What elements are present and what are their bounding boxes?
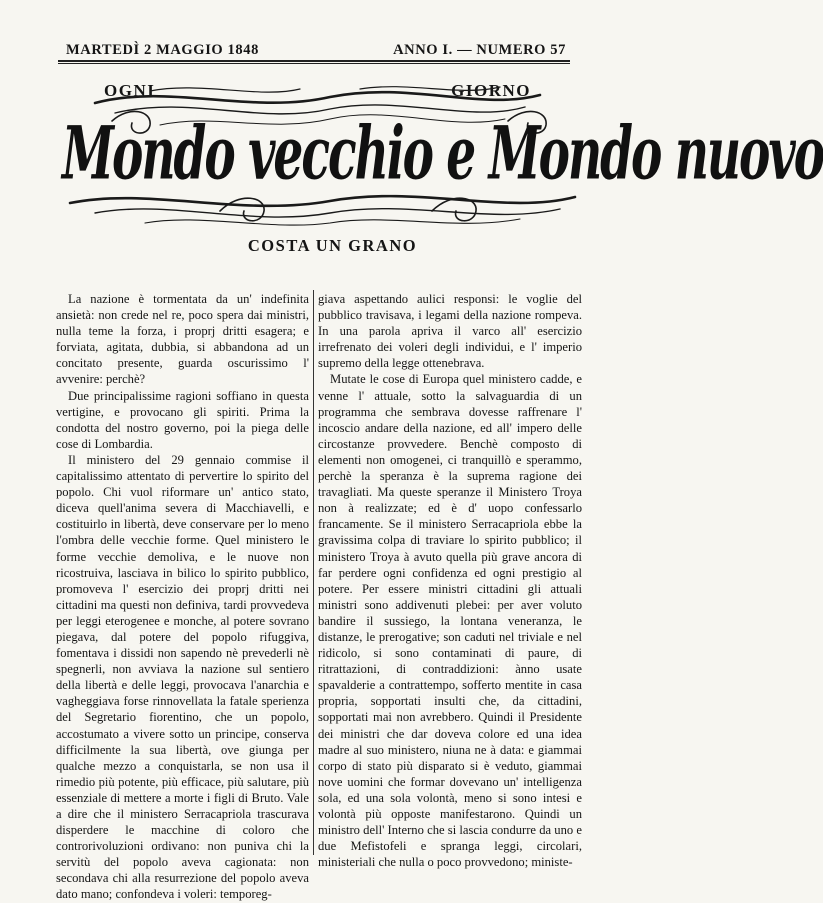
newspaper-title: Mondo vecchio e Mondo nuovo [62, 112, 823, 198]
article-column-right [318, 291, 582, 870]
paragraph: La nazione è tormentata da un' indefinita ansietà: non crede nel re, poco spera dai ministri, nulla teme la forza, i proprj dritti esagera; e forviata, agitata, dubbia, si abbandona ad un concitato presente, guarda oscurissimo l' avvenire: perchè? [56, 292, 309, 387]
price-line: COSTA UN GRANO [247, 236, 418, 255]
article-column-left [56, 291, 309, 903]
issue-number: ANNO I. — NUMERO 57 [393, 42, 566, 58]
paragraph: Due principalissime ragioni soffiano in questa vertigine, e provocano gli spiriti. Prima la condotta del nostro governo, poi la piega delle cose di Lombardia. [56, 388, 309, 451]
header-rule-thin [58, 63, 570, 64]
issue-date: MARTEDÌ 2 MAGGIO 1848 [66, 42, 259, 58]
paragraph: giava aspettando aulici responsi: le voglie del pubblico travisava, i legami della nazione rompeva. In una parola apriva il varco all' esercizio irrefrenato dei voleri degli individui, e l' imperio supremo della legge ottenebrava. [318, 292, 582, 371]
header-rule [58, 60, 570, 62]
masthead-left-word: OGNI [104, 81, 156, 100]
paragraph: Mutate le cose di Europa quel ministero cadde, e venne l' attuale, sotto la salvaguardia di un programma che sembrava dovesse raffrenare l' incoscio andare della nazione, ed all' impero delle circostanze provvedere. Benchè composto di elementi non omogenei, ci tranquillò e sperammo, perchè la speranza è la suprema ragione dei travagliati. Ma queste speranze il Ministero Troya non à realizzate; ed è d' uopo confessarlo francamente. Se il ministero Serracapriola ebbe la gravissima colpa di traviare lo spirito pubblico; il ministero Troya à avuto quella più grave ancora di far perdere ogni confidenza ed ogni prestigio al potere. Per essere ministri cittadini gli attuali ministri sono addivenuti plebei: per aver voluto bandire il sussiego, la lontana veneranza, le distanze, le prerogative; son caduti nel triviale e nel ridicolo, si sono contaminati di paure, di ritrattazioni, di contraddizioni: ànno usate spavalderie a contrattempo, sofferto mentite in casa propria, sopportati insulti che, da cittadini, sopportati mai non avrebbero. Quindi il Presidente dei ministri che dar doveva colore ed una idea madre al suo ministero, niuna ne à data: e giammai corpo di stato più disparato si è veduto, giammai nove uomini che formar dovevano un' intelligenza sola, ed una sola volontà, meno si sono intesi e volontà più opposte manifestarono. Quindi un ministro dell' Interno che si lascia condurre da uno e due Mefistofeli e spranga leggi, circolari, ministeriali che nulla o poco provvedono; ministe- [318, 372, 582, 870]
column-divider [313, 290, 314, 855]
paragraph: Il ministero del 29 gennaio commise il capitalissimo attentato di pervertire lo spirito del popolo. Chi vuol riformare un' antico stato, diceva quell'anima severa di Macchiavelli, e costituirlo in libertà, deve conservare per lo meno l'ombra delle vecchie forme. Quel ministero le forme vecchie demoliva, e le nuove non ricostruiva, lasciava in bilico lo spirito pubblico, promoveva l' esercizio dei proprj dritti nei cittadini ma questi non definiva, tardi provvedeva per leggi eterogenee e monche, al potere sovrano piegava, dal potere del popolo rifuggiva, fomentava i dissidi non sapendo nè prevederli nè spegnerli, non avviava la nazione sul sentiero della libertà e delle leggi, provocava l'anarchia e vagheggiava forse rinnovellata la fatale sperienza del Segretario fiorentino, che un popolo, accostumato a vivere sotto un principe, conserva difficilmente la sua libertà, ove giunga per qualche mezzo a conquistarla, se non usa il rimedio più potente, più efficace, più salutare, più essenziale di mettere a morte i figli di Bruto. Vale a dire che il ministero Serracapriola trascurava disperdere le macchine di coloro che controrivoluzioni ordivano: non puniva chi la servitù del popolo aveva cagionata: non secondava chi alla resurrezione del popolo aveva dato mano; confondeva i voleri: temporeg- [56, 452, 309, 902]
masthead-right-word: GIORNO [451, 81, 531, 100]
